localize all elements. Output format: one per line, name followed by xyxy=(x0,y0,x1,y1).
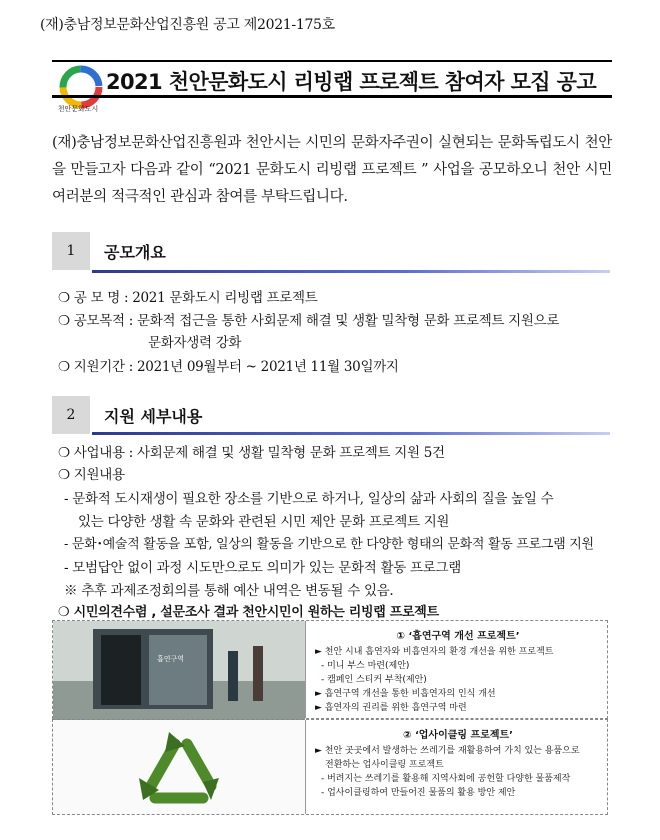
section-2-number: 2 xyxy=(52,396,90,434)
page-title: 2021 천안문화도시 리빙랩 프로젝트 참여자 모집 공고 xyxy=(106,70,597,94)
project-2-line: - 버려지는 쓰레기를 활용해 지역사회에 공헌할 다양한 물품제작 xyxy=(321,774,571,784)
logo-caption: 천안문화도시 xyxy=(57,105,99,113)
section-1-number: 1 xyxy=(52,232,90,270)
support-bullet-1-cont: 있는 다양한 생활 속 문화와 관련된 시민 제안 문화 프로젝트 지원 xyxy=(78,514,450,530)
smoking-booth-photo xyxy=(53,621,306,718)
project-2-line: 전환하는 업사이클링 프로젝트 xyxy=(325,760,444,770)
citizen-survey-heading: ❍ 시민의견수렴 , 설문조사 결과 천안시민이 원하는 리빙랩 프로젝트 xyxy=(58,605,439,620)
project-1-line: ► 천안 시내 흡연자와 비흡연자의 환경 개선을 위한 프로젝트 xyxy=(315,647,554,657)
project-1-text xyxy=(309,621,607,718)
project-1-title: ① ‘흡연구역 개선 프로젝트’ xyxy=(396,631,520,642)
support-scope: ❍ 사업내용 : 사회문제 해결 및 생활 밀착형 문화 프로젝트 지원 5건 xyxy=(58,445,445,461)
project-2-row xyxy=(52,719,608,815)
recycle-symbol-photo xyxy=(53,720,306,814)
project-1-line: ► 흡연자의 권리를 위한 흡연구역 마련 xyxy=(315,703,467,713)
budget-note: ※ 추후 과제조정회의를 통해 예산 내역은 변동될 수 있음. xyxy=(64,583,394,599)
section-2-title: 지원 세부내용 xyxy=(104,407,203,426)
section-2-underline xyxy=(92,432,610,435)
project-1-row xyxy=(52,620,608,719)
title-bottom-rule xyxy=(52,95,612,98)
overview-purpose-cont: 문화자생력 강화 xyxy=(148,335,242,351)
project-2-line: ► 천안 곳곳에서 발생하는 쓰레기를 재활용하여 가치 있는 용품으로 xyxy=(315,746,580,756)
project-1-line: - 캠페인 스티커 부착(제안) xyxy=(321,675,427,685)
overview-period: ❍ 지원기간 : 2021년 09월부터 ~ 2021년 11월 30일까지 xyxy=(58,359,399,375)
support-content-heading: ❍ 지원내용 xyxy=(58,467,125,483)
section-1-underline xyxy=(92,270,610,273)
intro-paragraph: (재)충남정보문화산업진흥원과 천안시는 시민의 문화자주권이 실현되는 문화독립도시 천안을 만들고자 다음과 같이 “2021 문화도시 리빙랩 프로젝트 ” 사업을 공모하오니 천안 시민 여러분의 적극적인 관심과 참여를 부탁드립니다. xyxy=(52,135,612,205)
project-2-text xyxy=(309,720,607,814)
recycle-icon xyxy=(151,744,211,798)
title-top-rule xyxy=(52,60,612,62)
overview-purpose: ❍ 공모목적 : 문화적 접근을 통한 사회문제 해결 및 생활 밀착형 문화 프로젝트 지원으로 xyxy=(58,313,560,329)
notice-number: (재)충남정보문화산업진흥원 공고 제2021-175호 xyxy=(40,17,335,33)
project-1-line: - 미니 부스 마련(제안) xyxy=(321,661,410,671)
smoking-booth-sign: 흡연구역 xyxy=(157,655,185,663)
section-1-title: 공모개요 xyxy=(104,243,166,262)
project-1-line: ► 흡연구역 개선을 통한 비흡연자의 인식 개선 xyxy=(315,689,496,699)
project-2-title: ② ‘업사이클링 프로젝트’ xyxy=(403,730,513,741)
overview-name: ❍ 공 모 명 : 2021 문화도시 리빙랩 프로젝트 xyxy=(58,290,318,306)
support-bullet-2: - 문화･예술적 활동을 포함, 일상의 활동을 기반으로 한 다양한 형태의 문화적 활동 프로그램 지원 xyxy=(64,537,594,552)
project-2-line: - 업사이클링하여 만들어진 물품의 활용 방안 제안 xyxy=(321,788,516,798)
support-bullet-1: - 문화적 도시재생이 필요한 장소를 기반으로 하거나, 일상의 삶과 사회의 질을 높일 수 xyxy=(64,491,554,507)
support-bullet-3: - 모범답안 없이 과정 시도만으로도 의미가 있는 문화적 활동 프로그램 xyxy=(64,560,461,576)
